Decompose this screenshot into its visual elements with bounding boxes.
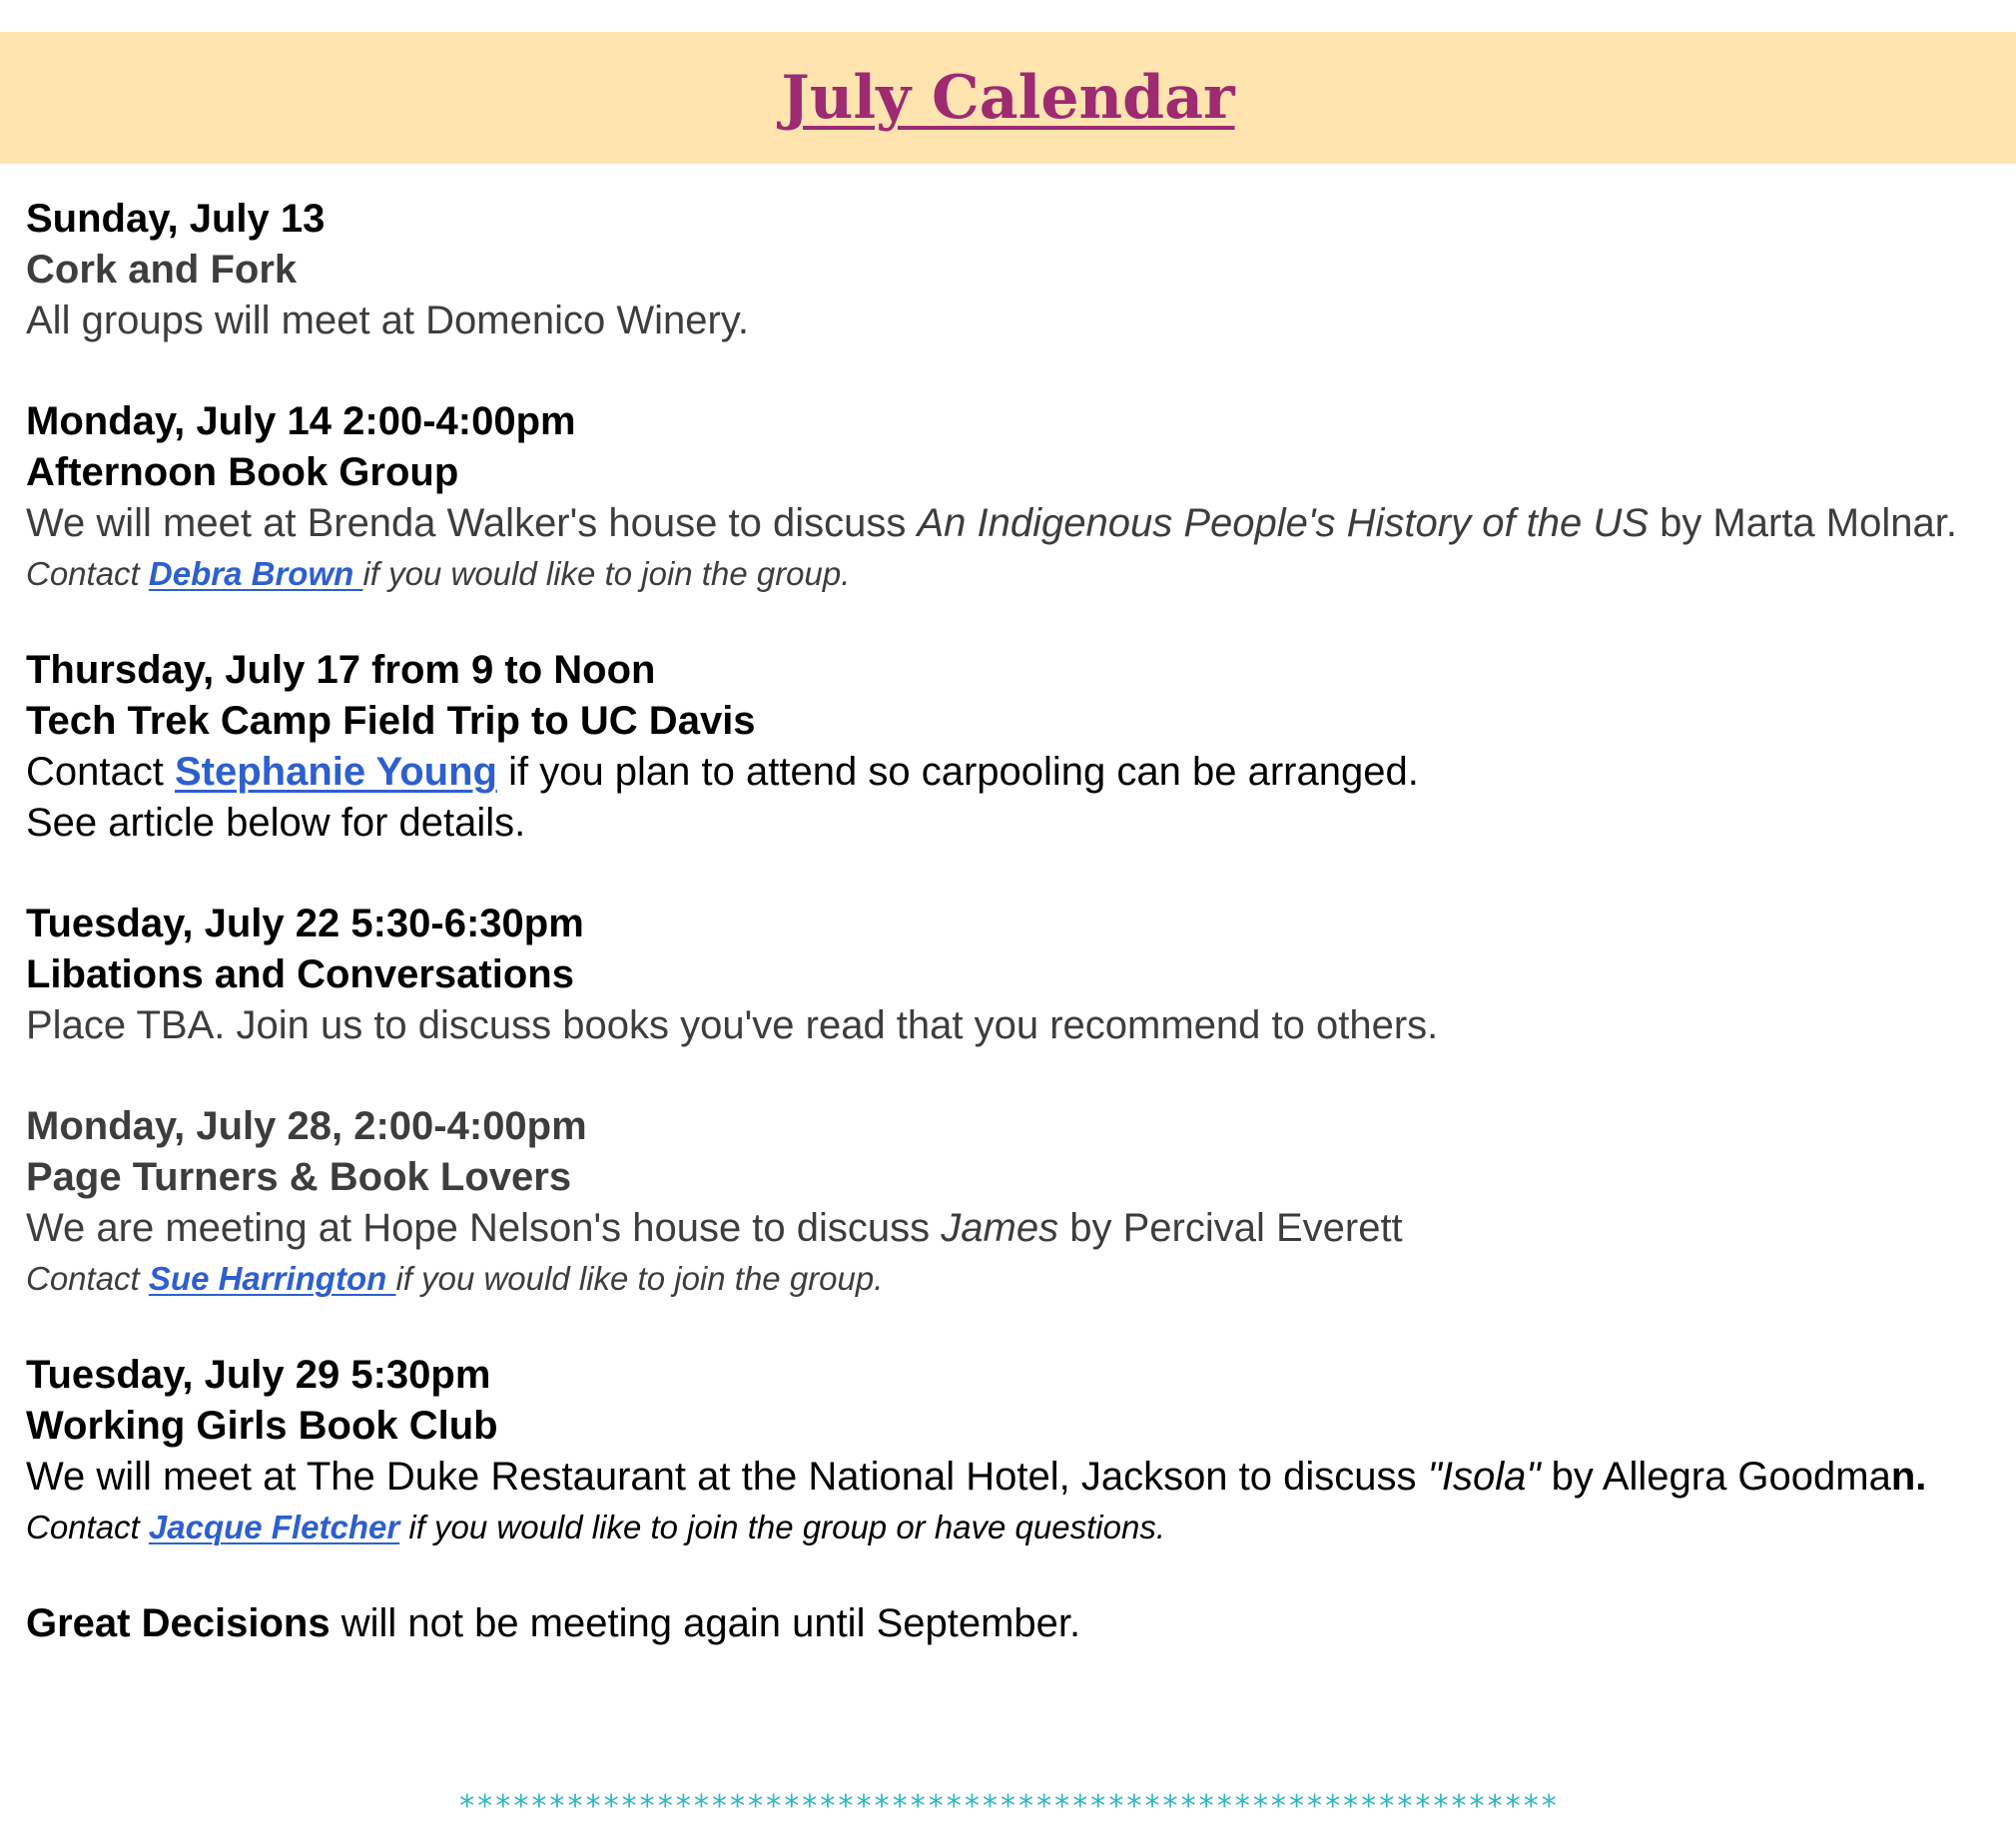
event-item	[26, 645, 2003, 849]
description-text: by Marta Molnar.	[1648, 501, 1957, 545]
event-contact	[26, 747, 2003, 798]
header-banner	[0, 32, 2016, 164]
event-contact	[26, 1507, 2003, 1548]
contact-link-stephanie-young[interactable]: Stephanie Young	[174, 750, 497, 794]
book-title: An Indigenous People's History of the US	[917, 501, 1649, 545]
contact-prefix: Contact	[26, 750, 175, 794]
contact-suffix: if you plan to attend so carpooling can be arranged.	[496, 750, 1419, 794]
event-description: All groups will meet at Domenico Winery.	[26, 299, 749, 342]
note-text: will not be meeting again until September.	[330, 1601, 1081, 1645]
event-contact	[26, 553, 2003, 595]
contact-link-jacque-fletcher[interactable]: Jacque Fletcher	[148, 1509, 400, 1545]
event-contact	[26, 1258, 2003, 1300]
contact-link-sue-harrington[interactable]: Sue Harrington	[148, 1260, 396, 1297]
event-item	[26, 194, 2003, 346]
event-note: See article below for details.	[26, 801, 526, 845]
event-title: Tech Trek Camp Field Trip to UC Davis	[26, 699, 756, 743]
event-title: Libations and Conversations	[26, 952, 574, 996]
event-date: Monday, July 14 2:00-4:00pm	[26, 399, 576, 443]
event-date: Tuesday, July 22 5:30-6:30pm	[26, 902, 584, 945]
event-title: Cork and Fork	[26, 248, 298, 292]
event-description	[26, 498, 2003, 549]
contact-prefix: Contact	[26, 1509, 149, 1545]
description-text: by Allegra Goodma	[1540, 1455, 1891, 1499]
book-title: James	[941, 1206, 1059, 1250]
description-text: We are meeting at Hope Nelson's house to discuss	[26, 1206, 942, 1250]
event-title: Working Girls Book Club	[26, 1404, 498, 1448]
contact-suffix: if you would like to join the group or have questions.	[399, 1509, 1165, 1545]
contact-suffix: if you would like to join the group.	[362, 555, 851, 592]
event-description	[26, 1203, 2003, 1254]
group-name: Great Decisions	[26, 1601, 331, 1645]
section-divider: *************************************************************	[457, 1789, 1559, 1824]
event-item	[26, 1350, 2003, 1548]
event-item	[26, 899, 2003, 1051]
book-title: "Isola"	[1427, 1455, 1541, 1499]
event-item	[26, 1101, 2003, 1300]
calendar-content	[26, 194, 2003, 1649]
description-text-bold: n.	[1890, 1455, 1927, 1499]
great-decisions-note	[26, 1598, 2003, 1649]
event-date: Tuesday, July 29 5:30pm	[26, 1353, 491, 1397]
description-text: We will meet at The Duke Restaurant at the National Hotel, Jackson to discuss	[26, 1455, 1428, 1499]
contact-suffix: if you would like to join the group.	[395, 1260, 884, 1297]
event-title: Afternoon Book Group	[26, 450, 459, 494]
event-title: Page Turners & Book Lovers	[26, 1155, 572, 1199]
contact-prefix: Contact	[26, 555, 149, 592]
event-description	[26, 1452, 2003, 1503]
event-description: Place TBA. Join us to discuss books you've read that you recommend to others.	[26, 1003, 1439, 1047]
contact-prefix: Contact	[26, 1260, 149, 1297]
event-date: Thursday, July 17 from 9 to Noon	[26, 648, 656, 692]
page-title[interactable]: July Calendar	[781, 63, 1235, 133]
event-date: Sunday, July 13	[26, 197, 326, 241]
event-date: Monday, July 28, 2:00-4:00pm	[26, 1104, 587, 1148]
description-text: We will meet at Brenda Walker's house to discuss	[26, 501, 918, 545]
description-text: by Percival Everett	[1058, 1206, 1403, 1250]
contact-link-debra-brown[interactable]: Debra Brown	[148, 555, 363, 592]
event-item	[26, 396, 2003, 595]
